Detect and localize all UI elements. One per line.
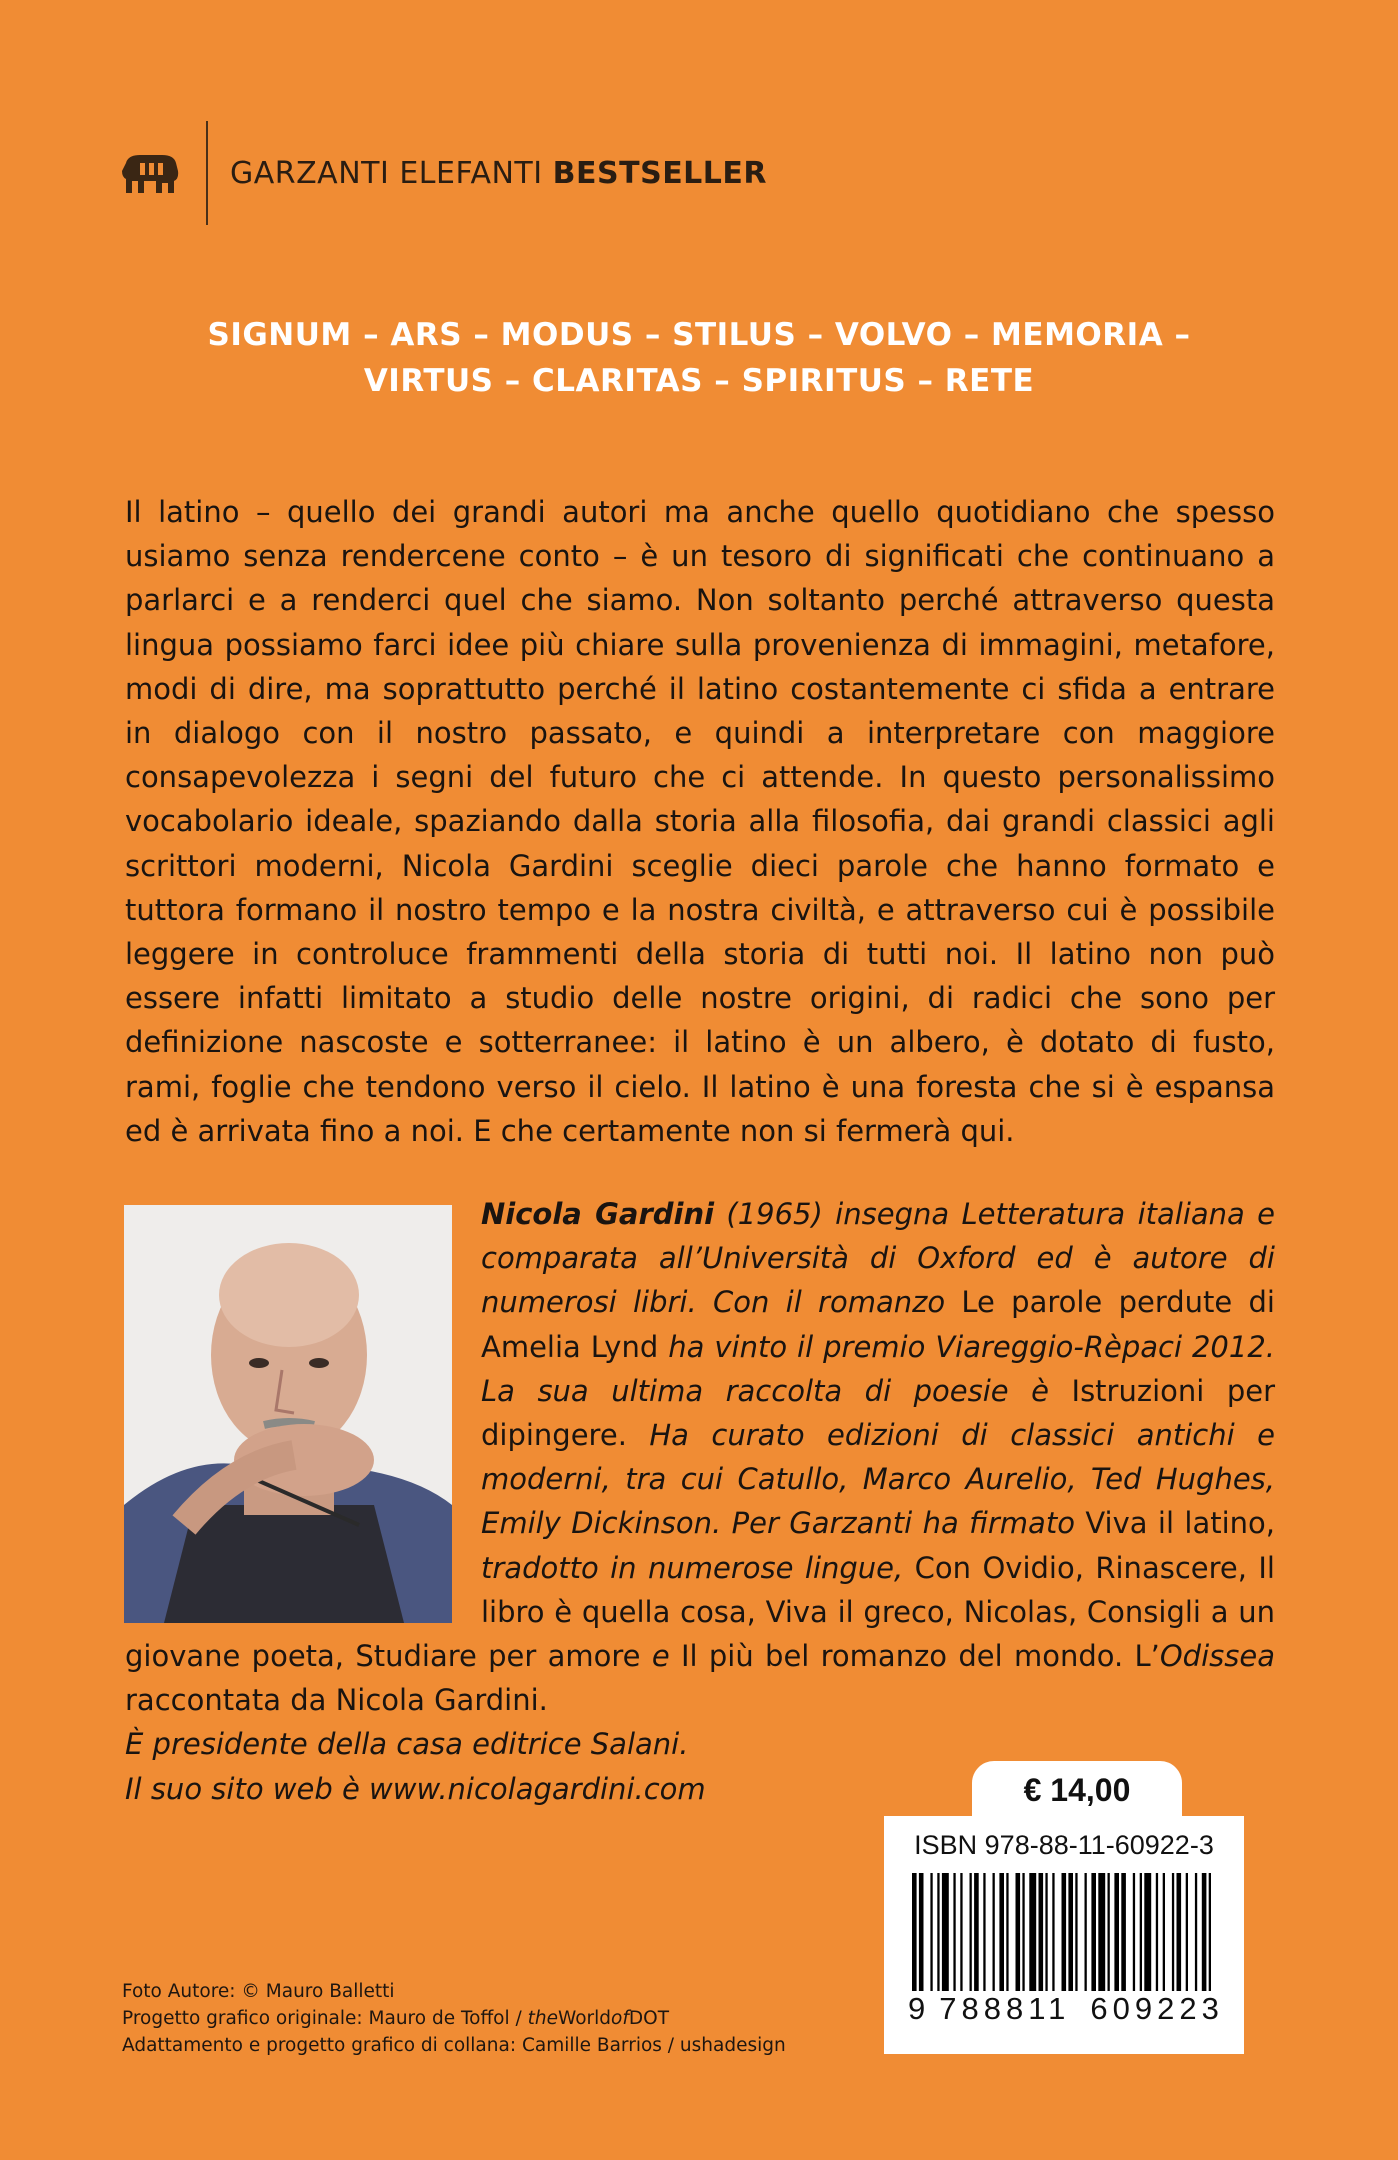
- credit-design-dot: DOT: [628, 2008, 669, 2029]
- barcode-bar: [1075, 1873, 1077, 1991]
- barcode-bar: [1209, 1873, 1211, 1991]
- price-tag: € 14,00: [972, 1761, 1182, 1819]
- barcode-bar: [1062, 1873, 1067, 1991]
- barcode-bar: [912, 1873, 917, 1991]
- barcode-bar: [1029, 1873, 1036, 1991]
- ean-group-1: 788811: [939, 1991, 1071, 2026]
- barcode: [908, 1873, 1220, 1991]
- barcode-bar: [999, 1873, 1004, 1991]
- barcode-bar: [1121, 1873, 1126, 1991]
- bio-title-3: Viva il latino,: [1085, 1506, 1275, 1541]
- barcode-bar: [1091, 1873, 1096, 1991]
- barcode-bar: [1195, 1873, 1197, 1991]
- barcode-bar: [1068, 1873, 1073, 1991]
- credits: [122, 1978, 786, 2059]
- credit-adaptation: Adattamento e progetto grafico di collana: Camille Barrios / ushadesign: [122, 2035, 786, 2056]
- series-name: GARZANTI ELEFANTI: [230, 155, 543, 191]
- author-bio: [125, 1192, 1275, 1811]
- barcode-bar: [1108, 1873, 1110, 1991]
- series-tag: BESTSELLER: [552, 155, 768, 191]
- credit-photo: Foto Autore: © Mauro Balletti: [122, 1981, 395, 2002]
- barcode-bar: [1140, 1873, 1142, 1991]
- credit-design: [122, 2005, 786, 2032]
- bio-publisher-line: È presidente della casa editrice Salani.: [125, 1727, 689, 1762]
- barcode-bar: [937, 1873, 939, 1991]
- barcode-bar: [1144, 1873, 1151, 1991]
- barcode-bar: [1172, 1873, 1174, 1991]
- ean-group-2: 609223: [1090, 1991, 1224, 2026]
- bio-text-1: (1965) insegna Letteratura italiana e comparata all’Università di Oxford ed è autore di numerosi libri. Con il romanzo: [481, 1197, 1275, 1320]
- bio-text-5: e: [640, 1639, 681, 1674]
- barcode-bar: [1156, 1873, 1158, 1991]
- barcode-bar: [970, 1873, 972, 1991]
- ean-digits: [908, 1991, 1224, 2027]
- barcode-bar: [919, 1873, 924, 1991]
- barcode-bar: [930, 1873, 932, 1991]
- barcode-bar: [1016, 1873, 1021, 1991]
- bio-text-2: ha vinto il premio Viareggio-Rèpaci 2012. La sua ultima raccolta di poesie è: [481, 1329, 1276, 1408]
- barcode-bar: [960, 1873, 962, 1991]
- barcode-bar: [1114, 1873, 1119, 1991]
- barcode-bar: [1186, 1873, 1188, 1991]
- bio-website-line: Il suo sito web è www.nicolagardini.com: [125, 1771, 706, 1806]
- barcode-bar: [1022, 1873, 1024, 1991]
- bio-title-4: Con Ovidio, Rinascere, Il libro è quella cosa, Viva il greco, Nicolas, Consigli a un giovane poeta, Studiare per amore: [125, 1550, 1275, 1674]
- barcode-bar: [983, 1873, 985, 1991]
- barcode-bar: [953, 1873, 955, 1991]
- bio-title-2: Istruzioni per dipingere.: [481, 1373, 1275, 1453]
- barcode-bar: [1085, 1873, 1087, 1991]
- credit-design-prefix: Progetto grafico originale: Mauro de Toffol /: [122, 2008, 528, 2029]
- keywords: [0, 312, 1398, 404]
- isbn-label: ISBN 978-88-11-60922-3: [914, 1830, 1214, 1860]
- barcode-box: [884, 1816, 1244, 2054]
- barcode-bar: [942, 1873, 949, 1991]
- barcode-bar: [1006, 1873, 1008, 1991]
- barcode-bar: [1177, 1873, 1182, 1991]
- keywords-line-1: SIGNUM – ARS – MODUS – STILUS – VOLVO – MEMORIA –: [207, 317, 1191, 353]
- credit-design-of: of: [611, 2008, 629, 2029]
- barcode-bar: [1133, 1873, 1135, 1991]
- bio-author-name: Nicola Gardini: [481, 1197, 715, 1231]
- barcode-bar: [993, 1873, 995, 1991]
- barcode-bar: [1202, 1873, 1207, 1991]
- keywords-line-2: VIRTUS – CLARITAS – SPIRITUS – RETE: [363, 363, 1035, 399]
- ean-first-digit: 9: [908, 1991, 926, 2026]
- bio-title-5: Il più bel romanzo del mondo. L’: [680, 1639, 1160, 1674]
- barcode-bar: [1098, 1873, 1105, 1991]
- bio-text-6: raccontata da Nicola Gardini.: [125, 1683, 548, 1718]
- credit-design-the: the: [527, 2008, 559, 2029]
- credit-design-world: World: [558, 2008, 612, 2029]
- bio-title-1: Le parole perdute di Amelia Lynd: [481, 1285, 1275, 1364]
- series-header: [118, 118, 767, 228]
- barcode-bar: [1045, 1873, 1047, 1991]
- barcode-bar: [1163, 1873, 1165, 1991]
- barcode-bar: [974, 1873, 979, 1991]
- series-title: [230, 156, 767, 191]
- barcode-bar: [1039, 1873, 1044, 1991]
- bio-title-odissea: Odissea: [1159, 1639, 1275, 1674]
- bio-text-4: tradotto in numerose lingue,: [481, 1550, 915, 1585]
- blurb: [125, 490, 1275, 1153]
- series-divider: [206, 121, 208, 225]
- blurb-text: Il latino – quello dei grandi autori ma anche quello quotidiano che spesso usiamo senza rendercene conto – è un tesoro di significati che continuano a parlarci e a renderci quel che siamo. Non soltanto perché attraverso questa lingua possiamo farci idee più chiare sulla provenienza di immagini, metafore, modi di dire, ma soprattutto perché il latino costantemente ci sfida a entrare in dialogo con il nostro passato, e quindi a interpretare con maggiore consapevolezza i segni del futuro che ci attende. In questo personalissimo vocabolario ideale, spaziando dalla storia alla filosofia, dai grandi classici agli scrittori moderni, Nicola Gardini sceglie dieci parole che hanno formato e tuttora formano il nostro tempo e la nostra civiltà, e attraverso cui è possibile leggere in controluce frammenti della storia di tutti noi. Il latino non può essere infatti limitato a studio delle nostre origini, di radici che sono per definizione nascoste e sotterranee: il latino è un albero, è dotato di fusto, rami, foglie che tendono verso il cielo. Il latino è una foresta che si è espansa ed è arrivata fino a noi. E che certamente non si fermerà qui.: [125, 495, 1275, 1148]
- barcode-bar: [1052, 1873, 1054, 1991]
- elephant-icon: [118, 149, 182, 197]
- bio-text-3: Ha curato edizioni di classici antichi e moderni, tra cui Catullo, Marco Aurelio, Ted Hughes, Emily Dickinson. Per Garzanti ha firmato: [481, 1418, 1275, 1541]
